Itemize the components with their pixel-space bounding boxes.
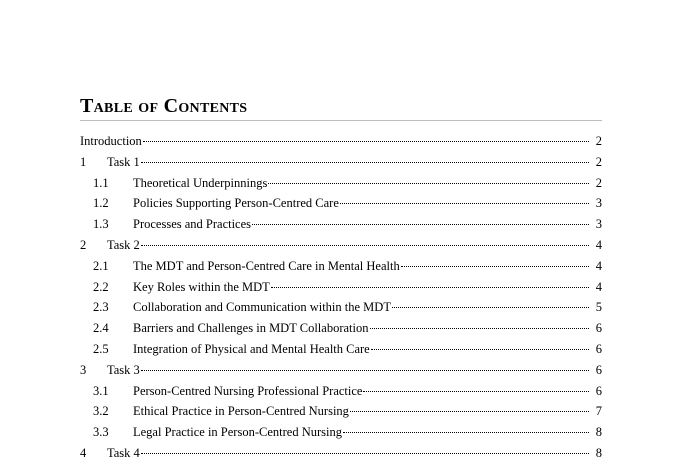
toc-entry-page: 6 — [595, 362, 602, 377]
toc-entry-title[interactable]: Task 4 — [107, 445, 140, 460]
toc-leader-dots — [141, 236, 589, 246]
toc-entry-number: 3.2 — [93, 404, 109, 419]
toc-entry[interactable] — [80, 318, 602, 339]
toc-leader-dots — [363, 382, 589, 392]
toc-entry-number: 1 — [80, 154, 87, 169]
toc-entry-number: 2.4 — [93, 321, 109, 336]
toc-leader-dots — [343, 423, 589, 433]
toc-entry-number: 4 — [80, 445, 87, 460]
toc-leader-dots — [271, 278, 589, 288]
toc-entry-title[interactable]: Key Roles within the MDT — [133, 279, 270, 294]
toc-entry-page: 4 — [595, 279, 602, 294]
toc-entry[interactable] — [80, 360, 602, 381]
toc-entry-number: 1.1 — [93, 175, 109, 190]
toc-entry-title[interactable]: The MDT and Person-Centred Care in Mental Health — [133, 258, 400, 273]
toc-entry[interactable] — [80, 381, 602, 402]
toc-entry-title[interactable]: Task 2 — [107, 237, 140, 252]
toc-entry-page: 8 — [595, 425, 602, 440]
toc-entry[interactable] — [80, 214, 602, 235]
toc-leader-dots — [141, 444, 589, 454]
toc-entry-title[interactable]: Processes and Practices — [133, 217, 252, 232]
toc-entry-page: 2 — [595, 154, 602, 169]
toc-entry-title[interactable]: Barriers and Challenges in MDT Collaboration — [133, 321, 369, 336]
toc-entry-page: 2 — [595, 175, 602, 190]
toc-entry-number: 3.3 — [93, 425, 109, 440]
toc-entry-number: 2.5 — [93, 341, 109, 356]
toc-entry[interactable] — [80, 193, 602, 214]
toc-leader-dots — [340, 194, 589, 204]
toc-entry[interactable] — [80, 339, 602, 360]
toc-entry-title[interactable]: Theoretical Underpinnings — [133, 175, 268, 190]
toc-entry[interactable] — [80, 277, 602, 298]
toc-entry-page: 6 — [595, 383, 602, 398]
toc-leader-dots — [252, 215, 589, 225]
toc-entry-title[interactable]: Task 1 — [107, 154, 140, 169]
toc-entry-page: 2 — [595, 134, 602, 148]
toc-entry[interactable] — [80, 173, 602, 194]
toc-entry[interactable] — [80, 297, 602, 318]
toc-entry-number: 2.3 — [93, 300, 109, 315]
toc-entry-title[interactable]: Collaboration and Communication within the MDT — [133, 300, 391, 315]
toc-leader-dots — [143, 132, 589, 142]
toc-entry-title[interactable]: Task 3 — [107, 362, 140, 377]
toc-entry-number: 2 — [80, 237, 87, 252]
toc-entry-page: 6 — [595, 321, 602, 336]
toc-entry-page: 5 — [595, 300, 602, 315]
toc-leader-dots — [370, 319, 590, 329]
toc-entry-number: 1.2 — [93, 196, 109, 211]
toc-entry-number: 2.1 — [93, 258, 109, 273]
toc-entry[interactable] — [80, 443, 602, 464]
toc-entry-page: 4 — [595, 258, 602, 273]
toc-entry[interactable] — [80, 256, 602, 277]
toc-entry[interactable] — [80, 401, 602, 422]
toc-leader-dots — [141, 153, 589, 163]
toc-entry-number: 2.2 — [93, 279, 109, 294]
toc-leader-dots — [141, 361, 589, 371]
toc-entry-title[interactable]: Integration of Physical and Mental Health Care — [133, 341, 370, 356]
toc-entry[interactable] — [80, 422, 602, 443]
toc-entry[interactable] — [80, 152, 602, 173]
toc-entry-title[interactable]: Legal Practice in Person-Centred Nursing — [133, 425, 342, 440]
toc-leader-dots — [350, 402, 589, 412]
toc-list — [80, 131, 602, 464]
toc-entry-title[interactable]: Introduction — [80, 134, 142, 148]
toc-heading: Table of Contents — [80, 94, 602, 121]
toc-entry-page: 4 — [595, 237, 602, 252]
toc-entry-title[interactable]: Ethical Practice in Person-Centred Nursing — [133, 404, 349, 419]
toc-entry[interactable] — [80, 235, 602, 256]
toc-entry-title[interactable]: Person-Centred Nursing Professional Practice — [133, 383, 363, 398]
toc-entry-page: 7 — [595, 404, 602, 419]
toc-entry-title[interactable]: Policies Supporting Person-Centred Care — [133, 196, 339, 211]
toc-entry-number: 3.1 — [93, 383, 109, 398]
toc-entry-page: 8 — [595, 445, 602, 460]
toc-leader-dots — [401, 257, 589, 267]
toc-entry-number: 1.3 — [93, 217, 109, 232]
toc-leader-dots — [392, 298, 589, 308]
toc-entry[interactable] — [80, 131, 602, 152]
toc-entry-page: 3 — [595, 217, 602, 232]
toc-entry-number: 3 — [80, 362, 87, 377]
toc-leader-dots — [371, 340, 589, 350]
toc-entry-page: 3 — [595, 196, 602, 211]
toc-leader-dots — [268, 174, 589, 184]
toc-entry-page: 6 — [595, 341, 602, 356]
